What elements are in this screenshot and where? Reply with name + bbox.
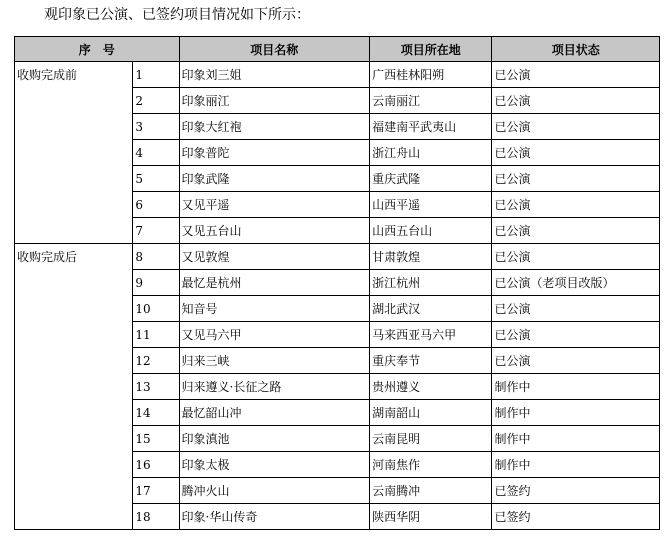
header-status: 项目状态 [492,37,660,62]
project-name: 印象丽江 [179,88,370,114]
table-row [15,244,660,270]
row-number: 1 [133,62,179,88]
project-status: 已公演 [492,296,660,322]
row-number: 7 [133,218,179,244]
project-status: 已公演 [492,192,660,218]
group-label: 收购完成前 [15,62,133,244]
row-number: 5 [133,166,179,192]
row-number: 3 [133,114,179,140]
project-status: 已公演 [492,218,660,244]
group-label: 收购完成后 [15,244,133,530]
project-location: 福建南平武夷山 [370,114,492,140]
project-name: 归来遵义·长征之路 [179,374,370,400]
project-name: 印象普陀 [179,140,370,166]
project-status: 已签约 [492,504,660,530]
table-body [15,62,660,530]
project-name: 印象武隆 [179,166,370,192]
project-location: 甘肃敦煌 [370,244,492,270]
projects-table [14,36,660,530]
project-name: 最忆是杭州 [179,270,370,296]
header-seq: 序 号 [15,37,180,62]
project-location: 重庆武隆 [370,166,492,192]
row-number: 15 [133,426,179,452]
table-row [15,62,660,88]
project-location: 湖南韶山 [370,400,492,426]
row-number: 8 [133,244,179,270]
project-status: 已公演 [492,140,660,166]
project-location: 云南昆明 [370,426,492,452]
project-status: 已公演（老项目改版） [492,270,660,296]
row-number: 6 [133,192,179,218]
row-number: 12 [133,348,179,374]
row-number: 17 [133,478,179,504]
project-status: 已签约 [492,478,660,504]
project-status: 已公演 [492,322,660,348]
project-status: 制作中 [492,426,660,452]
project-status: 已公演 [492,88,660,114]
header-name: 项目名称 [179,37,370,62]
intro-text: 观印象已公演、已签约项目情况如下所示： [44,7,310,23]
project-status: 制作中 [492,452,660,478]
project-location: 重庆奉节 [370,348,492,374]
project-status: 已公演 [492,114,660,140]
row-number: 11 [133,322,179,348]
project-location: 陕西华阴 [370,504,492,530]
project-name: 最忆韶山冲 [179,400,370,426]
project-name: 印象大红袍 [179,114,370,140]
project-location: 浙江舟山 [370,140,492,166]
project-name: 又见敦煌 [179,244,370,270]
project-location: 广西桂林阳朔 [370,62,492,88]
project-name: 知音号 [179,296,370,322]
project-name: 印象·华山传奇 [179,504,370,530]
project-location: 云南腾冲 [370,478,492,504]
row-number: 10 [133,296,179,322]
row-number: 14 [133,400,179,426]
row-number: 4 [133,140,179,166]
project-name: 腾冲火山 [179,478,370,504]
project-status: 已公演 [492,244,660,270]
header-location: 项目所在地 [370,37,492,62]
project-name: 归来三峡 [179,348,370,374]
project-location: 贵州遵义 [370,374,492,400]
project-location: 浙江杭州 [370,270,492,296]
project-status: 已公演 [492,348,660,374]
project-name: 印象滇池 [179,426,370,452]
project-name: 印象太极 [179,452,370,478]
project-name: 又见平遥 [179,192,370,218]
project-location: 马来西亚马六甲 [370,322,492,348]
row-number: 9 [133,270,179,296]
project-status: 制作中 [492,374,660,400]
project-location: 云南丽江 [370,88,492,114]
project-name: 印象刘三姐 [179,62,370,88]
row-number: 18 [133,504,179,530]
project-status: 已公演 [492,62,660,88]
project-name: 又见马六甲 [179,322,370,348]
project-status: 制作中 [492,400,660,426]
project-location: 山西平遥 [370,192,492,218]
project-location: 湖北武汉 [370,296,492,322]
row-number: 13 [133,374,179,400]
project-location: 山西五台山 [370,218,492,244]
project-name: 又见五台山 [179,218,370,244]
header-row [15,37,660,62]
project-status: 已公演 [492,166,660,192]
project-location: 河南焦作 [370,452,492,478]
row-number: 2 [133,88,179,114]
row-number: 16 [133,452,179,478]
